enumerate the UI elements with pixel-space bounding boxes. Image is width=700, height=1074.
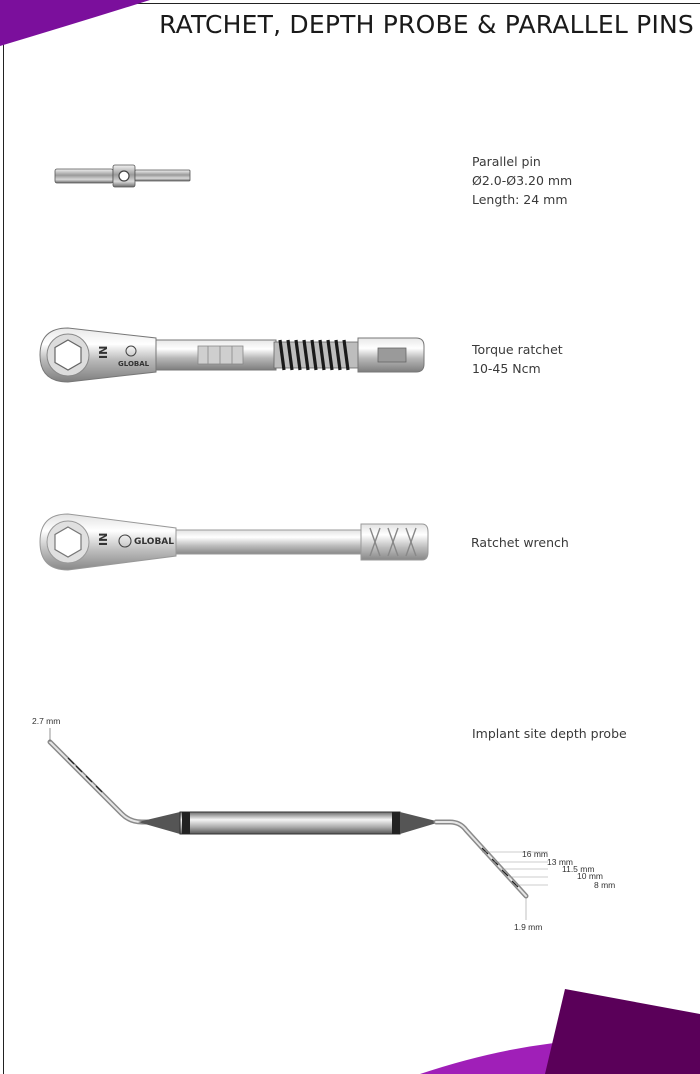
- torque-ratchet-description: [472, 340, 563, 378]
- wrench-brand-engraving: GLOBAL: [134, 537, 175, 547]
- probe-top-tip-dimension: 2.7 mm: [32, 716, 61, 726]
- page-title: RATCHET, DEPTH PROBE & PARALLEL PINS: [159, 10, 694, 39]
- depth-probe-image: [30, 720, 550, 940]
- probe-marking-11-5: 11.5 mm: [562, 864, 595, 874]
- probe-bottom-tip-dimension: 1.9 mm: [514, 922, 543, 932]
- parallel-pin-name: Parallel pin: [472, 154, 541, 169]
- bottom-right-accent-shape: [400, 984, 700, 1074]
- torque-ratchet-range: 10-45 Ncm: [472, 361, 541, 376]
- ratchet-brand-engraving: GLOBAL: [118, 360, 150, 368]
- parallel-pin-diameter: Ø2.0-Ø3.20 mm: [472, 173, 573, 188]
- ratchet-mark: IN: [97, 345, 110, 359]
- left-border-line: [3, 38, 4, 1074]
- depth-probe-description: [472, 724, 627, 743]
- parallel-pin-description: [472, 152, 572, 209]
- wrench-mark: IN: [97, 532, 110, 546]
- parallel-pin-image: [52, 162, 194, 190]
- torque-ratchet-name: Torque ratchet: [472, 342, 563, 357]
- ratchet-wrench-description: [471, 533, 569, 552]
- probe-marking-16: 16 mm: [522, 849, 548, 859]
- probe-marking-10: 10 mm: [577, 871, 603, 881]
- parallel-pin-length: Length: 24 mm: [472, 192, 568, 207]
- ratchet-wrench-name: Ratchet wrench: [471, 535, 569, 550]
- torque-ratchet-image: [38, 322, 430, 388]
- depth-probe-name: Implant site depth probe: [472, 726, 627, 741]
- top-left-accent-swoosh: [0, 0, 160, 50]
- probe-marking-13: 13 mm: [547, 857, 573, 867]
- probe-marking-8: 8 mm: [594, 880, 616, 890]
- ratchet-wrench-image: [38, 510, 430, 576]
